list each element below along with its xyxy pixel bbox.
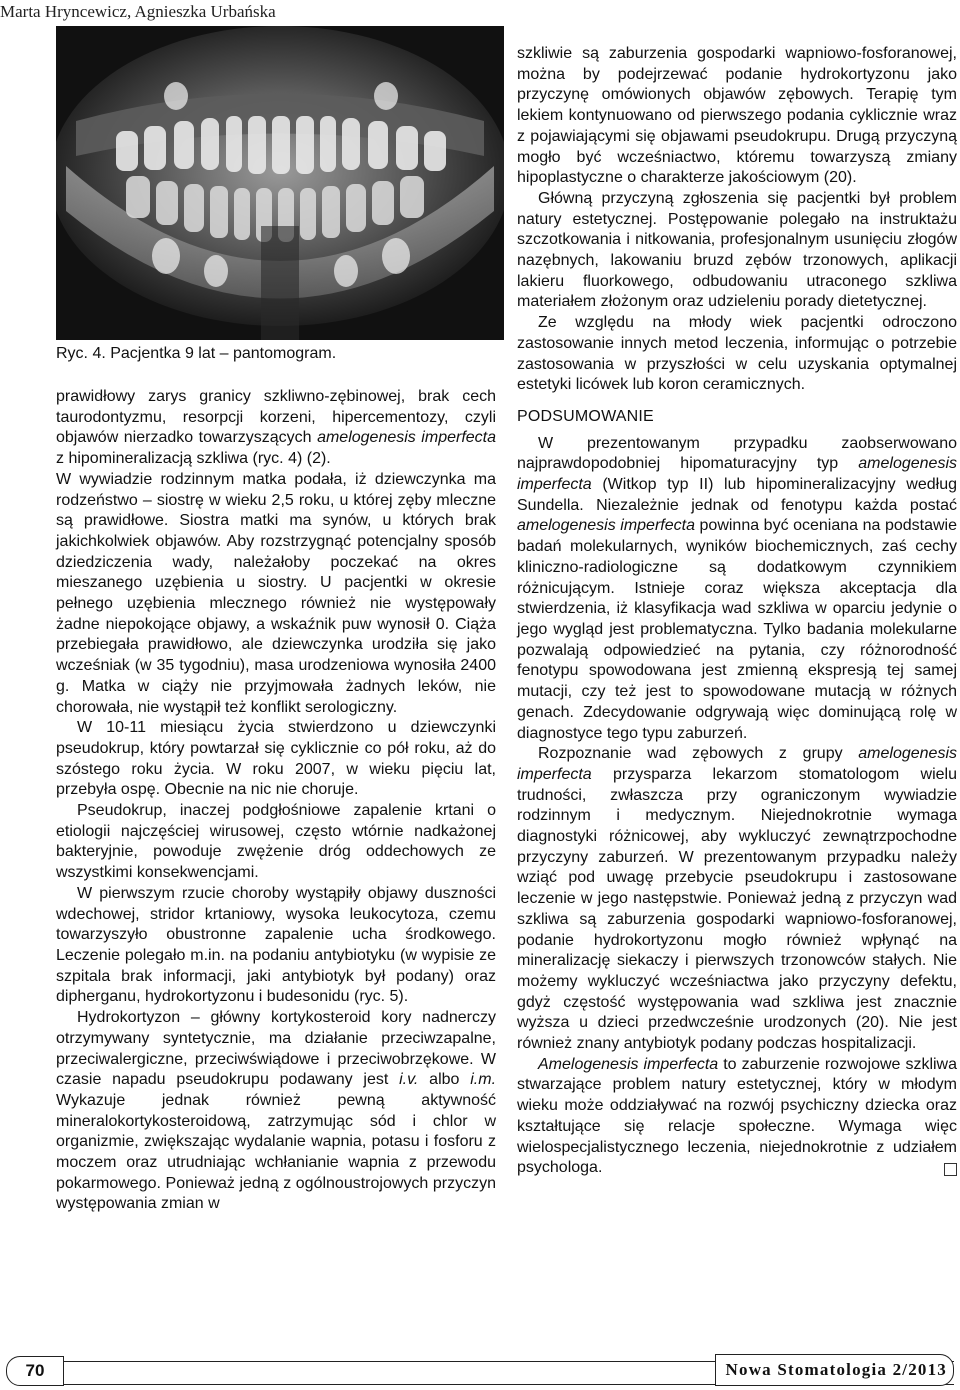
running-head: Marta Hryncewicz, Agnieszka Urbańska: [0, 2, 276, 21]
body-paragraph: szkliwie są zaburzenia gospodarki wapniowo-fosforanowej, można by podejrzewać podanie hydrokortyzonu jako przyczynę omówionych objawów zębowych. Terapię tym lekiem kontynuowano od pierwszego podania cyklicznie wraz z pojawiającymi się objawami pseudokrupu. Drugą przyczyną mogło być wcześniactwo, któremu towarzyszą zmiany hipoplastyczne o charakterze jakościowym (20).: [517, 45, 957, 187]
body-paragraph: W pierwszym rzucie choroby wystąpiły objawy duszności wdechowej, stridor krtaniowy, wysoka leukocytoza, czemu towarzyszyło obustronne zapalenie ucha środkowego. Leczenie polegało m.in. na podaniu antybiotyku (w wypisie ze szpitala brak informacji, jaki antybiotyk był podany) oraz dipherganu, hydrokortyzonu i budesonidu (ryc. 5).: [56, 884, 496, 1006]
section-heading: PODSUMOWANIE: [517, 407, 654, 425]
body-paragraph: Hydrokortyzon – główny kortykosteroid kory nadnerczy otrzymywany syntetycznie, ma działanie przeciwzapalne, przeciwalergiczne, przeciwświądowe i przeciwobrzękowe. W czasie napadu pseudokrupu podawany jest i.v. albo i.m. Wykazuje jednak również pewną aktywność mineralokortykosteroidową, zatrzymując sód i chlor w organizmie, zwiększając wydalanie wapnia, potasu i fosforu z moczem oraz utrudniając wchłanianie wapnia z przewodu pokarmowego. Ponieważ jedną z ogólnoustrojowych przyczyn występowania zmian w: [56, 1009, 497, 1213]
figure-caption: Ryc. 4. Pacjentka 9 lat – pantomogram.: [56, 345, 337, 362]
body-paragraph: prawidłowy zarys granicy szkliwno-zębinowej, brak cech taurodontyzmu, resorpcji korzeni, hipercementozy, czyli objawów nierzadko towarzyszących amelogenesis imperfecta z hipomineralizacją szkliwa (ryc. 4) (2).: [56, 388, 497, 468]
body-paragraph: Rozpoznanie wad zębowych z grupy amelogenesis imperfecta przysparza lekarzom stomatologom wielu trudności, zwłaszcza przy ograniczonym wywiadzie rodzinnym i medycznym. Niejednokrotnie wymaga diagnostyki różnicowej, aby wykluczyć zewnątrzpochodne przyczyny zaburzeń. W prezentowanym przypadku należy wziąć pod uwagę przebycie pseudokrupu i zastosowane leczenie w jego następstwie. Ponieważ jedną z przyczyn wad szkliwa są zaburzenia gospodarki wapniowo-fosforanowej, podanie hydrokortyzonu mogło również wpłynąć na mineralizację siekaczy i pierwszych trzonowców stałych. Nie możemy wykluczyć wcześniactwa jako przyczyny defektu, gdyż częstość występowania wad szkliwa jest znacznie wyższa u dzieci przedwcześnie urodzonych (20). Nie jest również znany antybiotyk podany podczas hospitalizacji.: [517, 745, 957, 1053]
body-paragraph: Główną przyczyną zgłoszenia się pacjentki był problem natury estetycznej. Postępowanie polegało na instruktażu szczotkowania i nitkowania, profesjonalnym usunięciu złogów nazębnych, lakowaniu bruzd zębów trzonowych, aplikacji lakieru fluorkowego, odbudowaniu utraconego szkliwa materiałem złożonym oraz udzieleniu porady dietetycznej.: [517, 189, 957, 311]
journal-name: Nowa Stomatologia 2/2013: [715, 1354, 954, 1386]
right-column: [517, 44, 957, 1179]
body-paragraph: Ze względu na młody wiek pacjentki odroczono zastosowanie innych metod leczenia, informując o potrzebie zastosowania w przyszłości w celu uzyskania optymalnej estetyki licówek lub koron ceramicznych.: [517, 314, 957, 394]
end-of-article-icon: [944, 1163, 957, 1176]
body-paragraph: W 10-11 miesiącu życia stwierdzono u dziewczynki pseudokrup, który powtarzał się cyklicznie co pół roku, aż do szóstego roku życia. W roku 2007, w wieku pięciu lat, przebyła ospę. Obecnie na nic nie choruje.: [56, 719, 496, 799]
page-number: 70: [6, 1356, 64, 1386]
right-column-bottom: [517, 434, 957, 1179]
right-column-top: [517, 44, 957, 396]
pantomogram-xray-image: [56, 26, 504, 340]
left-column: [56, 387, 496, 1215]
pantomogram-figure: [56, 26, 504, 340]
body-paragraph: W prezentowanym przypadku zaobserwowano najprawdopodobniej hipomaturacyjny typ amelogenesis imperfecta (Witkop typ II) lub hipomineralizacyjny według Sundella. Niezależnie jednak od fenotypu każda postać amelogenesis imperfecta powinna być oceniana na podstawie badań molekularnych, wyników biochemicznych, zaś cechy kliniczno-radiologiczne są dodatkowym czynnikiem różnicującym. Istnieje coraz większa akceptacja dla stwierdzenia, iż klasyfikacja wad szkliwa w oparciu jedynie o jego wygląd jest problematyczna. Tylko badania molekularne pozwalają odpowiedzieć na pytania, czy różnorodność fenotypu spowodowana jest zmienną ekspresją tej samej mutacji, czy też jest to spowodowane mutacją w różnych genach. Zdecydowanie odgrywają więc dominującą rolę w diagnostyce tego typu zaburzeń.: [517, 434, 957, 742]
body-paragraph: Amelogenesis imperfecta to zaburzenie rozwojowe szkliwa stwarzające problem natury estetycznej, który w młodym wieku może oddziaływać na rozwój psychiczny dziecka oraz kształtujące się relacje społeczne. Wymaga więc wielospecjalistycznego leczenia, niejednokrotnie z udziałem psychologa.: [517, 1055, 957, 1177]
body-paragraph: Pseudokrup, inaczej podgłośniowe zapalenie krtani o etiologii najczęściej wirusowej, często wtórnie nadkażonej bakteryjnie, powoduje zwężenie dróg oddechowych ze wszystkimi konsekwencjami.: [56, 802, 496, 882]
body-paragraph: W wywiadzie rodzinnym matka podała, iż dziewczynka ma rodzeństwo – siostrę w wieku 2,5 roku, u której zęby mleczne są prawidłowe. Siostra matki ma synów, u których brak jakichkolwiek objawów. Aby rozstrzygnąć potencjalny sposób dziedziczenia wady, należałoby poczekać na okres mieszanego uzębienia u siostry. U pacjentki w okresie pełnego uzębienia mlecznego również nie występowały żadne niepokojące objawy, a wskaźnik puw wynosił 0. Ciąża przebiegała prawidłowo, ale dziewczynka urodziła się jako wcześniak (w 35 tygodniu), masa urodzeniowa wynosiła 2400 g. Matka w ciąży nie przyjmowała żadnych leków, nie chorowała, nie wystąpił też konflikt serologiczny.: [56, 470, 496, 716]
page-footer: [6, 1356, 954, 1390]
